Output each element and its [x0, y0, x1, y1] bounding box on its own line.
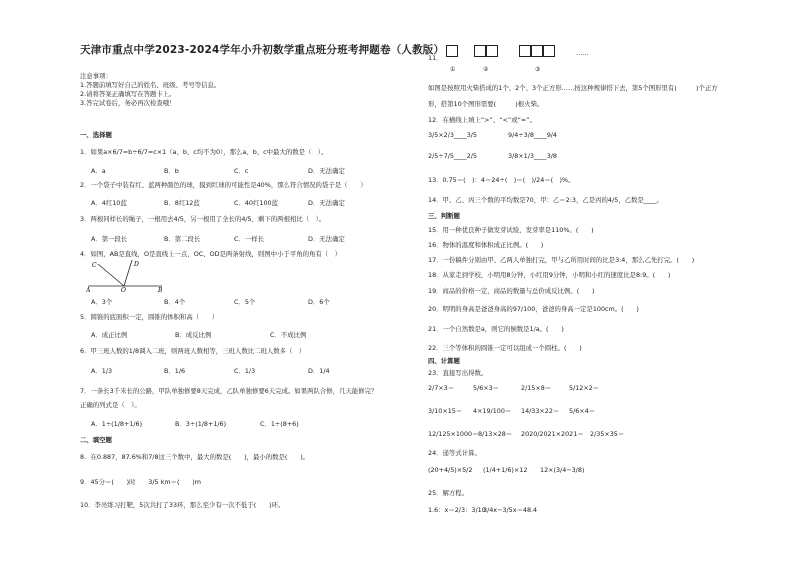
section-heading-calc: 四、计算题	[428, 357, 460, 365]
option[interactable]: D．无法确定	[308, 199, 345, 207]
calc-item: 2020/2021×2021＝	[521, 430, 584, 438]
question-3: 3．两根同样长的绳子，一根用去4/5，另一根用了全长的4/5，剩下的两根相比（ ）。	[80, 215, 326, 223]
option[interactable]: D．1/4	[308, 367, 330, 375]
question-7-line2: 正确的列式是（ ）。	[80, 401, 141, 409]
calc-item: 3/10×15＝	[428, 407, 463, 415]
option[interactable]: B．第二段长	[164, 235, 201, 243]
question-21: 21．一个自然数是a，则它的倒数是1/a。( )	[428, 325, 564, 333]
calc-item: 2/35×35＝	[590, 430, 625, 438]
matchstick-square	[446, 45, 458, 57]
option[interactable]: B．3÷(1/8+1/6)	[175, 420, 227, 428]
option[interactable]: A．成正比例	[91, 331, 128, 339]
question-2: 2．一个袋子中装有红、蓝两种颜色的球，摸到红球的可能性是40%，那么符合情况的袋子是（ ）	[80, 181, 367, 189]
question-6: 6．甲三班人数的1/8调入二班，则两班人数相等，三班人数比二班人数多（ ）	[80, 347, 306, 355]
option[interactable]: D．无法确定	[308, 167, 345, 175]
option[interactable]: C．5个	[234, 298, 256, 306]
angle-figure	[86, 258, 166, 292]
question-4: 4．如图，AB是直线，O是直线上一点，OC、OD是两条射线，则图中小于平角的角有（ ）	[80, 250, 341, 258]
figure-label: ②	[483, 66, 489, 73]
label-b: B	[158, 287, 163, 292]
option[interactable]: B．4个	[164, 298, 186, 306]
equation-item: 3/4x−3/5x＝48.4	[483, 506, 538, 514]
option[interactable]: C．40红100蓝	[234, 199, 278, 207]
option[interactable]: B．成反比例	[175, 331, 212, 339]
option[interactable]: B．b	[164, 167, 179, 175]
question-24: 24．递等式计算。	[428, 449, 481, 457]
figure-label: ①	[450, 66, 456, 73]
question-19: 19．商品的价格一定，商品的数量与总价成反比例。( )	[428, 287, 595, 295]
question-23: 23．直接写出得数。	[428, 369, 488, 377]
question-16: 16．物体的温度和体积成正比例。( )	[428, 241, 544, 249]
calc-item: 2/7×3＝	[428, 384, 455, 392]
question-10: 10．李亮练习打靶，5次共打了33环，那么至少有一次不低于( )环。	[80, 501, 285, 509]
notice-item: 1.答题前填写好自己的姓名、班级、考号等信息。	[80, 81, 221, 89]
question-18: 18．从家走到学校，小明用8分钟，小红用9分钟，小明和小红的速度比是8:9。( )	[428, 271, 671, 279]
label-c: C	[92, 262, 97, 269]
compare-item: 9/4÷3/8____9/4	[508, 131, 557, 139]
notice-item: 2.请将答案正确填写在答题卡上。	[80, 90, 176, 98]
calc-item: 12/125×1000＝	[428, 430, 479, 438]
section-heading-choice: 一、选择题	[80, 131, 112, 139]
option[interactable]: B．8红12蓝	[164, 199, 200, 207]
matchstick-square	[543, 45, 555, 57]
option[interactable]: A．a	[91, 167, 106, 175]
question-11-text: 如图是按照用火柴搭成的1个、2个、3个正方形……按这种规律搭下去，第5个图形里有( )个正方	[428, 84, 718, 92]
question-5: 5．圆锥的底面积一定，圆锥的体积和高（ ）	[80, 313, 219, 321]
question-13: 13．0.75＝( )：4＝24÷( )＝( )/24＝( )%。	[428, 176, 575, 184]
option[interactable]: A．4红10蓝	[91, 199, 127, 207]
question-15: 15．用一种优良种子做发芽试验，发芽率是110%。( )	[428, 226, 594, 234]
section-heading-fill: 二、填空题	[80, 436, 112, 444]
notice-heading: 注意事项：	[80, 72, 112, 80]
question-14: 14．甲、乙、丙三个数的平均数是70，甲：乙＝2:3，乙是丙的4/5，乙数是____。	[428, 196, 663, 204]
compare-item: 3/5×2/3____3/5	[428, 131, 477, 139]
option[interactable]: C．1÷(8+6)	[260, 420, 299, 428]
option[interactable]: B．1/6	[164, 367, 186, 375]
notice-item: 3.答完试卷后，务必再次检查哦！	[80, 99, 176, 107]
label-d: D	[134, 261, 139, 268]
question-11-number: 11．	[428, 54, 443, 62]
matchstick-square	[474, 45, 486, 57]
option[interactable]: A．1÷(1/8+1/6)	[91, 420, 143, 428]
calc-item: (20+4/5)×5/2	[428, 466, 473, 474]
compare-item: 3/8×1/3____3/8	[508, 152, 557, 160]
matchstick-square	[531, 45, 543, 57]
question-8: 8．在0.887，87.6%和7/8这三个数中，最大的数是( )，最小的数是( )。	[80, 453, 310, 461]
question-7: 7．一条长3千米长的公路，甲队单独修要8天完成，乙队单独修要6天完成。如果两队合修，几天能修完？	[80, 387, 378, 395]
section-heading-judge: 三、判断题	[428, 212, 460, 220]
option[interactable]: D．无法确定	[308, 235, 345, 243]
calc-item: 12×(3/4−3/8)	[540, 466, 585, 474]
option[interactable]: C．1/3	[234, 367, 256, 375]
matchstick-square	[486, 45, 498, 57]
calc-item: 8/13×28＝	[478, 430, 513, 438]
calc-item: (1/4+1/6)×12	[483, 466, 528, 474]
page-title: 天津市重点中学2023-2024学年小升初数学重点班分班考押题卷（人教版）	[80, 44, 445, 56]
ellipsis: ……	[576, 49, 589, 57]
label-a: A	[86, 287, 91, 292]
question-11-text2: 形，搭第10个图形需要( )根火柴。	[428, 100, 544, 108]
option[interactable]: A．3个	[91, 298, 113, 306]
figure-label: ③	[535, 66, 541, 73]
question-25: 25．解方程。	[428, 489, 469, 497]
calc-item: 14/33×22＝	[521, 407, 560, 415]
calc-item: 4×19/100＝	[473, 407, 512, 415]
question-22: 22．三个等体积的圆锥一定可以组成一个圆柱。( )	[428, 344, 582, 352]
question-9: 9．45分＝( )时 3/5 km＝( )m	[80, 478, 201, 486]
calc-item: 5/12×2＝	[569, 384, 600, 392]
calc-item: 5/6×3＝	[473, 384, 500, 392]
option[interactable]: A．第一段长	[91, 235, 128, 243]
matchstick-square	[519, 45, 531, 57]
option[interactable]: C．c	[234, 167, 249, 175]
equation-item: 1.6：x＝2/3：3/10	[428, 506, 486, 514]
question-12: 12．在横线上填上“>”、“<”或“=”。	[428, 116, 536, 124]
calc-item: 5/6×4＝	[569, 407, 596, 415]
question-20: 20．明明的身高是爸爸身高的97/100，爸爸的身高一定是100cm。( )	[428, 305, 639, 313]
label-o: O	[121, 287, 126, 292]
option[interactable]: C．不成比例	[270, 331, 307, 339]
compare-item: 2/5÷7/5____2/5	[428, 152, 477, 160]
option[interactable]: D．6个	[308, 298, 330, 306]
calc-item: 2/15×8＝	[521, 384, 552, 392]
option[interactable]: A．1/3	[91, 367, 113, 375]
question-1: 1．如果a×6/7=b÷6/7=c×1（a、b、c均不为0），那么a、b、c中最大的数是（ ）。	[80, 148, 328, 156]
question-17: 17．一份稿件分别由甲、乙两人单独打完，甲与乙所用时间的比是3:4，那么乙先打完。( )	[428, 256, 695, 264]
option[interactable]: C．一样长	[234, 235, 265, 243]
